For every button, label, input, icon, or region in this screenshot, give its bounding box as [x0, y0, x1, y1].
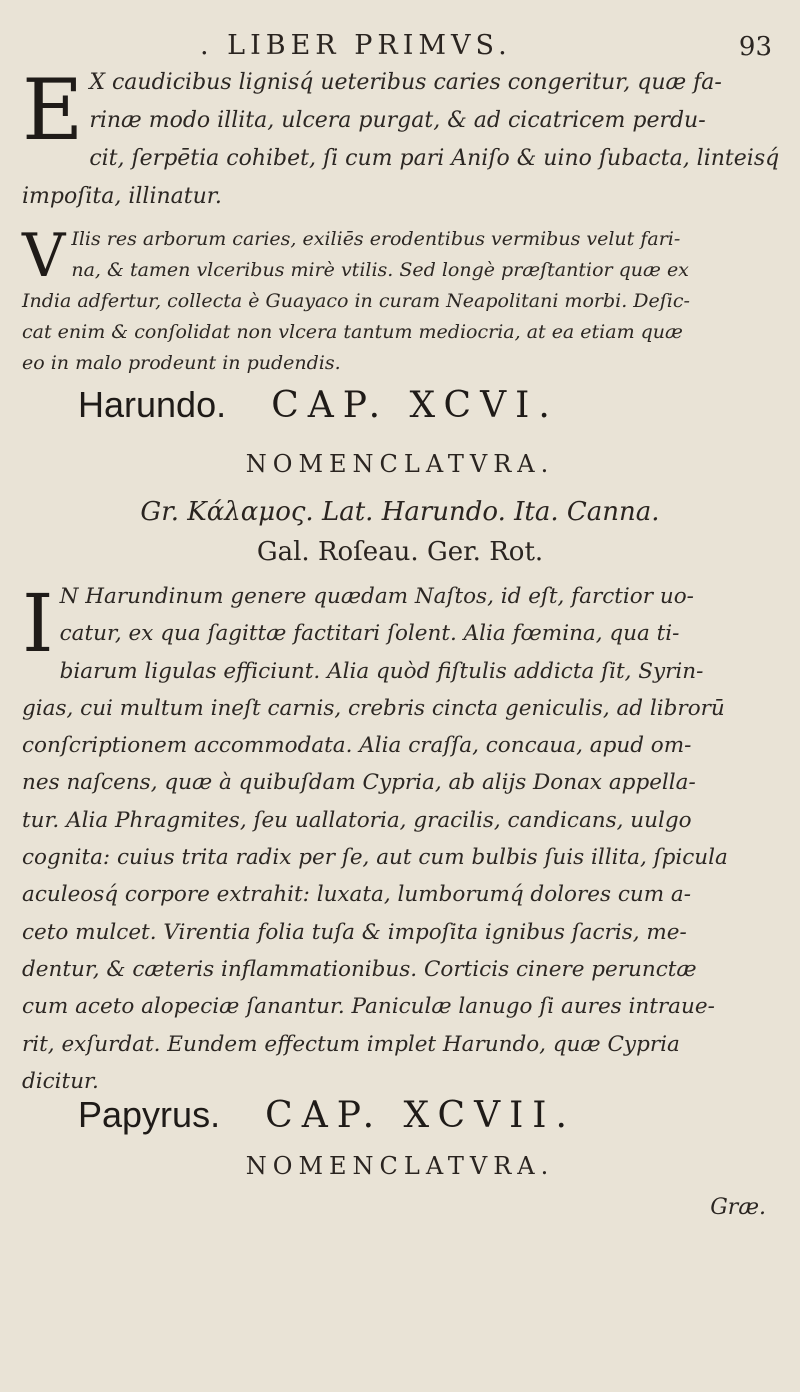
text-line: cum aceto alopeciæ ſanantur. Paniculæ lanugo ſi aures intraue-: [22, 994, 715, 1020]
text-line: nes naſcens, quæ à quibuſdam Cypria, ab alijs Donax appella-: [22, 770, 696, 796]
nomenclatura-heading: NOMENCLATVRA.: [245, 1152, 555, 1180]
chapter-heading: [78, 1094, 576, 1144]
drop-cap: E: [22, 61, 84, 159]
running-head: [0, 22, 800, 62]
text-line: dicitur.: [22, 1068, 99, 1094]
drop-cap: I: [22, 577, 54, 670]
folio-number: 93: [738, 32, 772, 62]
text-line: dentur, & cæteris inflammationibus. Corticis cinere perunctæ: [22, 956, 697, 982]
catchword: Græ.: [710, 1195, 766, 1220]
text-line: biarum ligulas efficiunt. Alia quòd fiſtulis addicta ſit, Syrin-: [59, 658, 704, 684]
text-line: N Harundinum genere quædam Naſtos, id eſt, farctior uo-: [59, 584, 694, 609]
text-line: tur. Alia Phragmites, ſeu uallatoria, gracilis, candicans, uulgo: [22, 807, 692, 833]
text-line: rit, exſurdat. Eundem effectum implet Harundo, quæ Cypria: [22, 1031, 680, 1057]
text-line: conſcriptionem accommodata. Alia craſſa, concaua, apud om-: [22, 733, 692, 759]
chapter-name: Papyrus.: [78, 1094, 221, 1135]
text-line: ceto mulcet. Virentia folia tuſa & impoſita ignibus ſacris, me-: [22, 919, 687, 945]
paragraph-1: [22, 61, 780, 216]
paragraph-3: [22, 578, 780, 1100]
text-line: Ilis res arborum caries, exiliēs erodentibus vermibus velut fari-: [71, 228, 681, 250]
text-line: India adfertur, collecta è Guayaco in curam Neapolitani morbi. Deſic-: [22, 290, 690, 312]
text-line: cat enim & conſolidat non vlcera tantum mediocria, at ea etiam quæ: [22, 321, 683, 343]
chapter-number: CAP. XCVII.: [265, 1095, 576, 1136]
running-title: . LIBER PRIMVS.: [200, 30, 512, 61]
nomenclatura-heading: NOMENCLATVRA.: [245, 450, 555, 478]
text-line: cit, ſerpētia cohibet, ſi cum pari Aniſo & uino ſubacta, linteisq́: [89, 146, 780, 171]
chapter-number: CAP. XCVI.: [271, 385, 559, 426]
chapter-name: Harundo.: [78, 384, 227, 425]
text-line: rinæ modo illita, ulcera purgat, & ad cicatricem perdu-: [89, 108, 706, 133]
text-line: impoſita, illinatur.: [22, 184, 222, 209]
text-line: cognita: cuius trita radix per ſe, aut cum bulbis ſuis illita, ſpicula: [22, 845, 728, 871]
synonyms-line: Gal. Roſeau. Ger. Rot.: [256, 537, 544, 567]
text-line: X caudicibus lignisq́ ueteribus caries congeritur, quæ fa-: [89, 70, 722, 95]
synonyms-line: Gr. Κάλαμος. Lat. Harundo. Ita. Canna.: [140, 497, 660, 527]
text-line: gias, cui multum ineſt carnis, crebris cincta geniculis, ad librorū: [22, 695, 725, 721]
text-line: na, & tamen vlceribus mirè vtilis. Sed longè præſtantior quæ ex: [71, 259, 689, 281]
text-line: catur, ex qua ſagittæ factitari ſolent. Alia fœmina, qua ti-: [59, 621, 680, 647]
drop-cap: V: [22, 221, 66, 291]
chapter-heading: [78, 384, 559, 434]
paragraph-2: [22, 221, 780, 379]
text-line: eo in malo prodeunt in pudendis.: [22, 352, 341, 374]
text-line: aculeosq́ corpore extrahit: luxata, lumborumq́ dolores cum a-: [22, 882, 692, 908]
